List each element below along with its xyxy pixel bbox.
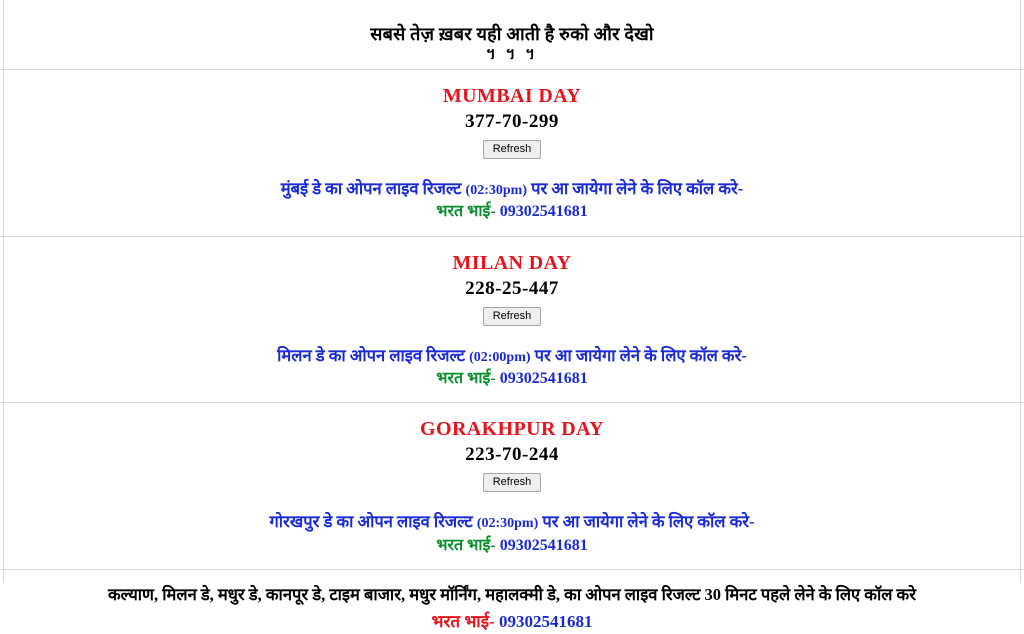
market-result: 377-70-299 <box>465 110 559 132</box>
market-result: 228-25-447 <box>465 277 559 299</box>
left-border-rule <box>3 0 4 583</box>
market-call-line <box>0 510 1024 534</box>
market-title: MILAN DAY <box>452 251 572 274</box>
call-text-after: पर आ जायेगा लेने के लिए कॉल करे- <box>526 178 744 198</box>
contact-name: भरत भाई- <box>436 369 500 387</box>
call-time: (02:30pm) <box>465 182 527 198</box>
headline-banner <box>0 0 1024 69</box>
market-block-gorakhpur-day <box>0 403 1024 569</box>
headline-subtext: ។ ។ ។ <box>485 47 539 63</box>
call-text-before: मिलन डे का ओपन लाइव रिजल्ट <box>277 345 470 365</box>
market-contact-line <box>0 201 1024 223</box>
market-contact-line <box>0 368 1024 390</box>
refresh-row <box>0 472 1024 492</box>
footer-contact-line <box>0 610 1024 634</box>
call-text-before: गोरखपुर डे का ओपन लाइव रिजल्ट <box>269 512 477 532</box>
call-text-after: पर आ जायेगा लेने के लिए कॉल करे- <box>530 345 747 365</box>
call-text-after: पर आ जायेगा लेने के लिए कॉल करे- <box>538 512 755 532</box>
footer-text: कल्याण, मिलन डे, मधुर डे, कानपूर डे, टाइम बाजार, मधुर मॉर्निंग, महालक्मी डे, का ओपन लाइव रिजल्ट 30 मिनट पहले लेने के लिए कॉल करे <box>108 585 916 605</box>
refresh-row <box>0 139 1024 159</box>
market-block-milan-day <box>0 237 1024 403</box>
call-time: (02:30pm) <box>476 516 539 532</box>
contact-name: भरत भाई- <box>431 611 499 631</box>
refresh-button[interactable]: Refresh <box>483 307 542 326</box>
call-time: (02:00pm) <box>469 349 531 365</box>
right-border-rule <box>1020 0 1021 583</box>
market-contact-line <box>0 535 1024 557</box>
market-result: 223-70-244 <box>465 444 559 466</box>
footer-banner <box>0 570 1024 634</box>
contact-name: भरत भाई- <box>436 536 500 554</box>
refresh-button[interactable]: Refresh <box>483 473 542 492</box>
market-call-line <box>0 177 1024 201</box>
contact-phone[interactable]: 09302541681 <box>498 611 593 631</box>
market-title: GORAKHPUR DAY <box>420 418 604 441</box>
market-title: MUMBAI DAY <box>442 84 582 107</box>
contact-phone[interactable]: 09302541681 <box>499 536 588 554</box>
contact-phone[interactable]: 09302541681 <box>499 369 588 387</box>
contact-name: भरत भाई- <box>436 203 500 221</box>
headline-text: सबसे तेज़ ख़बर यही आती है रुको और देखो <box>370 24 654 44</box>
call-text-before: मुंबई डे का ओपन लाइव रिजल्ट <box>280 178 466 198</box>
market-block-mumbai-day <box>0 70 1024 236</box>
refresh-row <box>0 306 1024 326</box>
contact-phone[interactable]: 09302541681 <box>499 203 588 221</box>
refresh-button[interactable]: Refresh <box>483 140 542 159</box>
market-call-line <box>0 344 1024 368</box>
